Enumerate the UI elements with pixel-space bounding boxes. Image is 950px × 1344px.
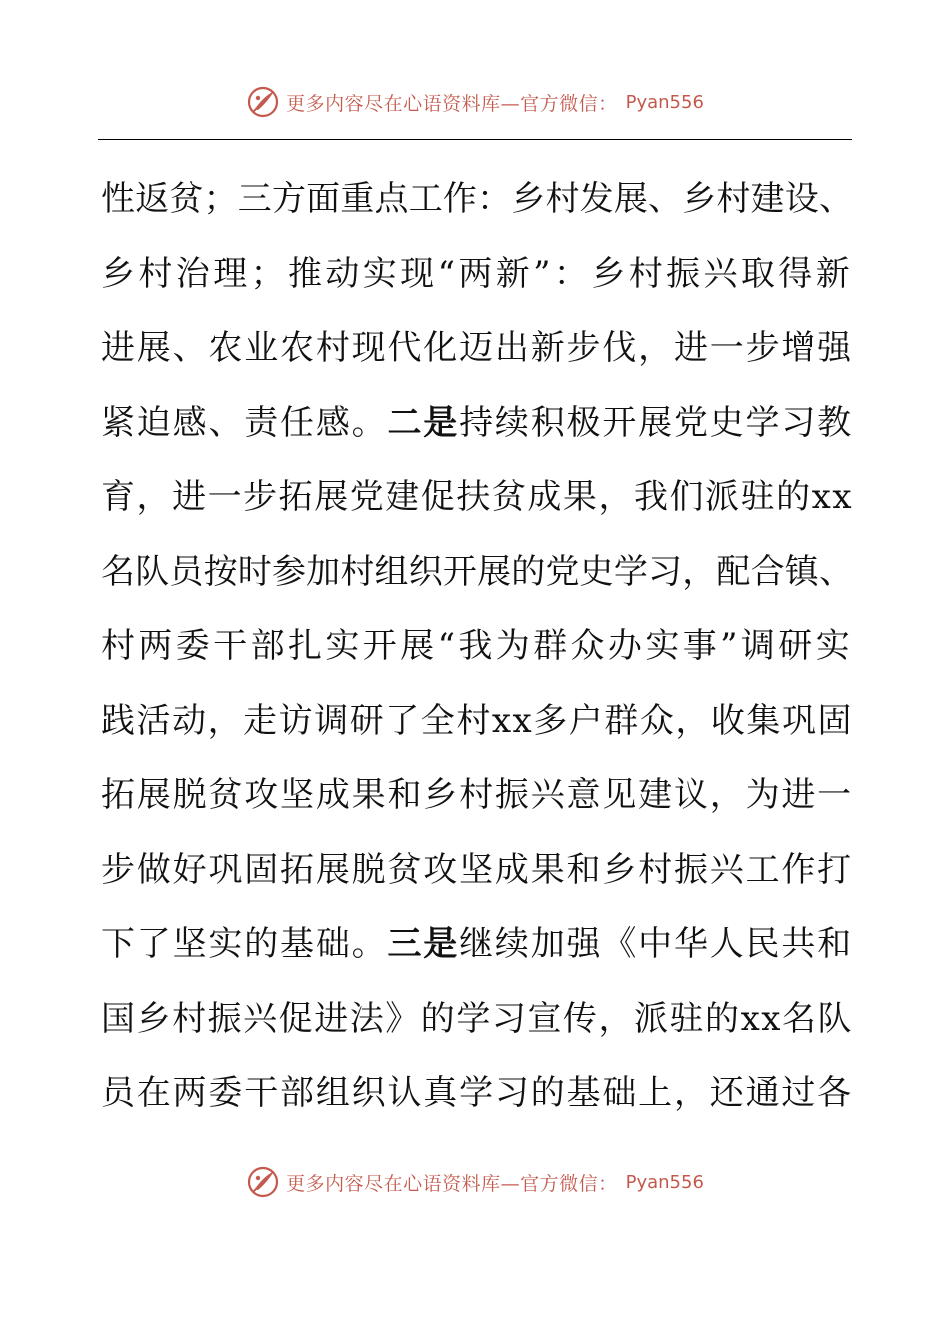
text-line <box>101 460 853 535</box>
text-run: 乡村治理；推动实现“两新”：乡村振兴取得新 <box>101 253 853 294</box>
text-run: 下了坚实的基础。 <box>101 924 388 964</box>
watermark-wechat-id: Pyan556 <box>625 91 704 113</box>
seal-quill-icon <box>246 1165 280 1199</box>
text-line <box>101 684 853 759</box>
text-run: 紧迫感、责任感。 <box>101 402 388 443</box>
text-run: 拓展脱贫攻坚成果和乡村振兴意见建议，为进一 <box>101 775 853 815</box>
text-line <box>101 982 853 1057</box>
watermark-text: 更多内容尽在心语资料库—官方微信： <box>286 1172 618 1195</box>
document-body <box>101 162 853 1131</box>
text-run: 育，进一步拓展党建促扶贫成果，我们派驻的xx <box>101 477 853 517</box>
text-line <box>101 1056 853 1131</box>
text-line <box>101 311 853 386</box>
footer-watermark <box>0 1162 950 1202</box>
text-line <box>101 386 853 461</box>
text-run: 继续加强《中华人民共和 <box>459 924 853 964</box>
text-run: 践活动，走访调研了全村xx多户群众，收集巩固 <box>101 700 853 741</box>
text-run: 步做好巩固拓展脱贫攻坚成果和乡村振兴工作打 <box>101 849 853 890</box>
seal-quill-icon <box>246 85 280 119</box>
header-rule <box>98 139 852 140</box>
header-watermark <box>0 82 950 122</box>
text-run: 性返贫；三方面重点工作：乡村发展、乡村建设、 <box>101 179 853 219</box>
text-run: 名队员按时参加村组织开展的党史学习，配合镇、 <box>101 551 853 592</box>
emphasis-text: 二是 <box>387 402 460 443</box>
text-line <box>101 162 853 237</box>
emphasis-text: 三是 <box>387 924 460 964</box>
text-line <box>101 609 853 684</box>
text-run: 村两委干部扎实开展“我为群众办实事”调研实 <box>101 626 853 666</box>
text-run: 国乡村振兴促进法》的学习宣传，派驻的xx名队 <box>101 998 853 1039</box>
text-line <box>101 535 853 610</box>
text-line <box>101 237 853 312</box>
watermark-text: 更多内容尽在心语资料库—官方微信： <box>286 92 618 115</box>
text-line <box>101 758 853 833</box>
text-line <box>101 833 853 908</box>
text-run: 员在两委干部组织认真学习的基础上，还通过各 <box>101 1073 853 1113</box>
text-run: 持续积极开展党史学习教 <box>459 402 853 443</box>
text-line <box>101 907 853 982</box>
watermark-wechat-id: Pyan556 <box>625 1171 704 1193</box>
text-run: 进展、农业农村现代化迈出新步伐，进一步增强 <box>101 328 853 368</box>
